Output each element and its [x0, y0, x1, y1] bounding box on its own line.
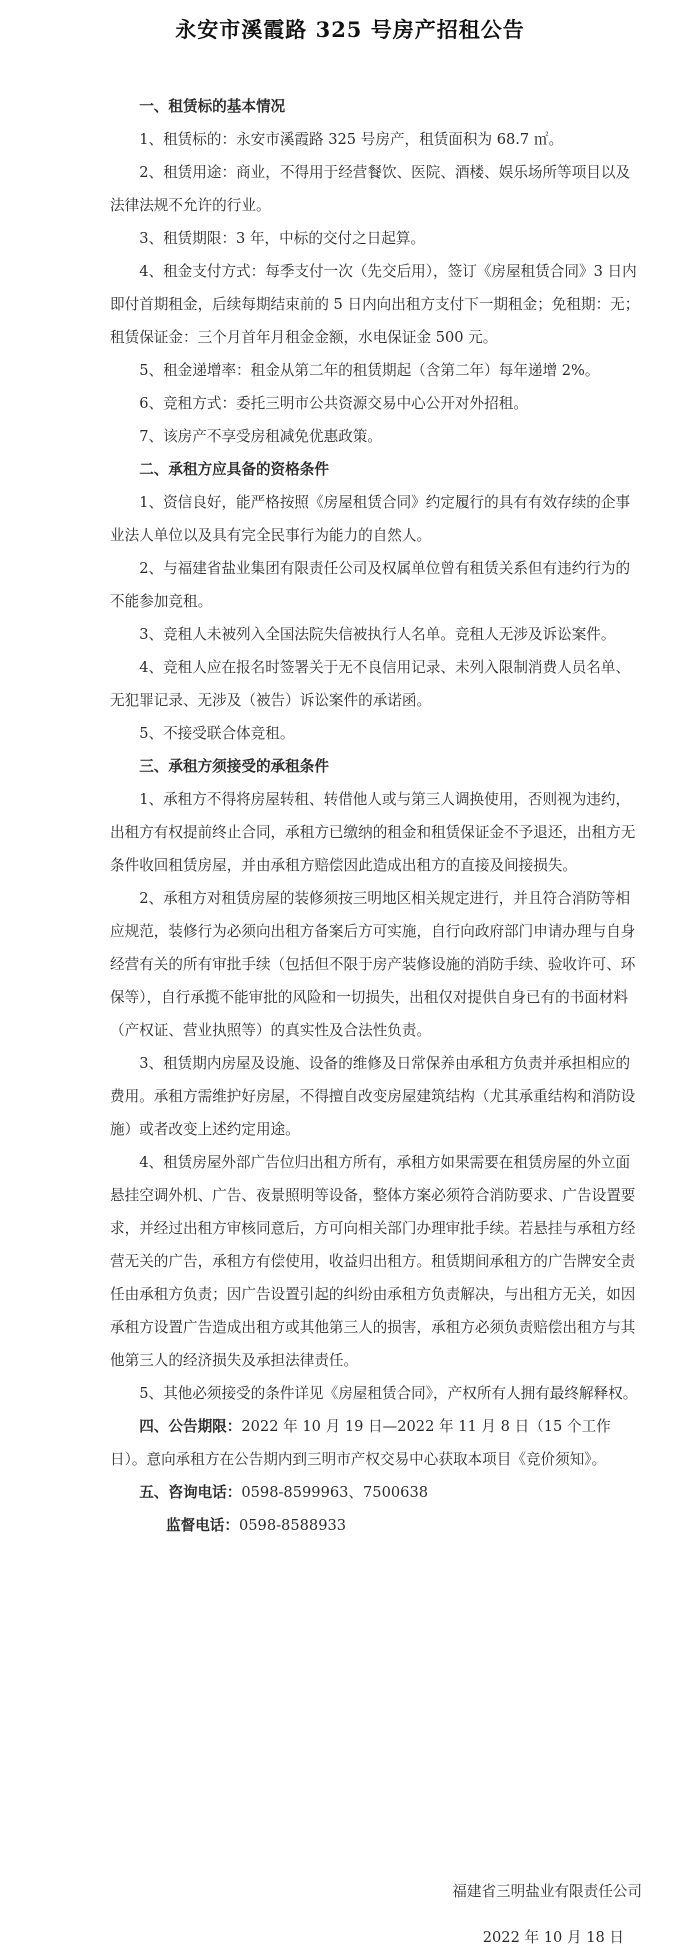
- issuer-company: 福建省三明盐业有限责任公司: [452, 1883, 642, 1900]
- section-6-paragraph: [110, 1509, 640, 1542]
- section-1-item: 6、竞租方式：委托三明市公共资源交易中心公开对外招租。: [139, 395, 528, 412]
- section-1-item: 2、租赁用途：商业，不得用于经营餐饮、医院、酒楼、娱乐场所等项目以及法律法规不允许的行业。: [110, 164, 631, 214]
- section-1-item: 3、租赁期限：3 年，中标的交付之日起算。: [139, 230, 426, 247]
- section-1-item: 4、租金支付方式：每季支付一次（先交后用），签订《房屋租赁合同》3 日内即付首期租金，后续每期结束前的 5 日内向出租方支付下一期租金；免租期：无；租赁保证金：三个月首年月租金金额，水电保证金 500 元。: [110, 263, 640, 346]
- supervise-phone-label: 监督电话：: [166, 1517, 239, 1534]
- consult-phone-label: 五、咨询电话：: [139, 1484, 242, 1501]
- section-2-item: 3、竞租人未被列入全国法院失信被执行人名单。竞租人无涉及诉讼案件。: [139, 626, 616, 643]
- section-2-item: 4、竞租人应在报名时签署关于无不良信用记录、未列入限制消费人员名单、无犯罪记录、无涉及（被告）诉讼案件的承诺函。: [110, 659, 631, 709]
- section-5-paragraph: [110, 1476, 640, 1509]
- section-2-item: 5、不接受联合体竞租。: [139, 725, 295, 742]
- section-4-paragraph: [110, 1410, 640, 1476]
- section-2-item: 1、资信良好，能严格按照《房屋租赁合同》约定履行的具有有效存续的企事业法人单位以及具有完全民事行为能力的自然人。: [110, 494, 631, 544]
- page-title: 永安市溪霞路 325 号房产招租公告: [175, 17, 525, 42]
- section-3-item: 5、其他必须接受的条件详见《房屋租赁合同》，产权所有人拥有最终解释权。: [139, 1385, 638, 1402]
- section-3-item: 2、承租方对租赁房屋的装修须按三明地区相关规定进行，并且符合消防等相应规范，装修行为必须向出租方备案后方可实施，自行向政府部门申请办理与自身经营有关的所有审批手续（包括但不限于房产装修设施的消防手续、验收许可、环保等），自行承揽不能审批的风险和一切损失，出租仅对提供自身已有的书面材料（产权证、营业执照等）的真实性及合法性负责。: [110, 890, 636, 1039]
- section-1-item: 1、租赁标的：永安市溪霞路 325 号房产，租赁面积为 68.7 ㎡。: [139, 131, 564, 148]
- section-3-item: 1、承租方不得将房屋转租、转借他人或与第三人调换使用，否则视为违约，出租方有权提前终止合同，承租方已缴纳的租金和租赁保证金不予退还，出租方无条件收回租赁房屋，并由承租方赔偿因此造成出租方的直接及间接损失。: [110, 791, 636, 874]
- section-3-item: 4、租赁房屋外部广告位归出租方所有，承租方如果需要在租赁房屋的外立面悬挂空调外机、广告、夜景照明等设备，整体方案必须符合消防要求、广告设置要求，并经过出租方审核同意后，方可向相关部门办理审批手续。若悬挂与承租方经营无关的广告，承租方有偿使用，收益归出租方。租赁期间承租方的广告牌安全责任由承租方负责；因广告设置引起的纠纷由承租方负责解决，与出租方无关，如因承租方设置广告造成出租方或其他第三人的损害，承租方必须负责赔偿出租方与其他第三人的经济损失及承担法律责任。: [110, 1154, 636, 1369]
- section-2-heading: 二、承租方应具备的资格条件: [139, 461, 329, 478]
- supervise-phone-number: 0598-8588933: [238, 1517, 347, 1534]
- issue-date: 2022 年 10 月 18 日: [482, 1929, 624, 1946]
- section-2-item: 2、与福建省盐业集团有限责任公司及权属单位曾有租赁关系但有违约行为的不能参加竞租。: [110, 560, 631, 610]
- section-1-item: 5、租金递增率：租金从第二年的租赁期起（含第二年）每年递增 2%。: [139, 362, 600, 379]
- section-3-heading: 三、承租方须接受的承租条件: [139, 758, 329, 775]
- section-4-label: 四、公告期限：: [139, 1418, 242, 1435]
- announcement-body: [110, 90, 640, 1542]
- section-4-text: 2022 年 10 月 19 日—2022 年 11 月 8 日（15 个工作日）。意向承租方在公告期内到三明市产权交易中心获取本项目《竞价须知》。: [110, 1418, 611, 1468]
- section-3-item: 3、租赁期内房屋及设施、设备的维修及日常保养由承租方负责并承担相应的费用。承租方需维护好房屋，不得擅自改变房屋建筑结构（尤其承重结构和消防设施）或者改变上述约定用途。: [110, 1055, 636, 1138]
- section-1-heading: 一、租赁标的基本情况: [139, 98, 286, 115]
- section-1-item: 7、该房产不享受房租减免优惠政策。: [139, 428, 382, 445]
- consult-phone-number: 0598-8599963、7500638: [241, 1484, 429, 1501]
